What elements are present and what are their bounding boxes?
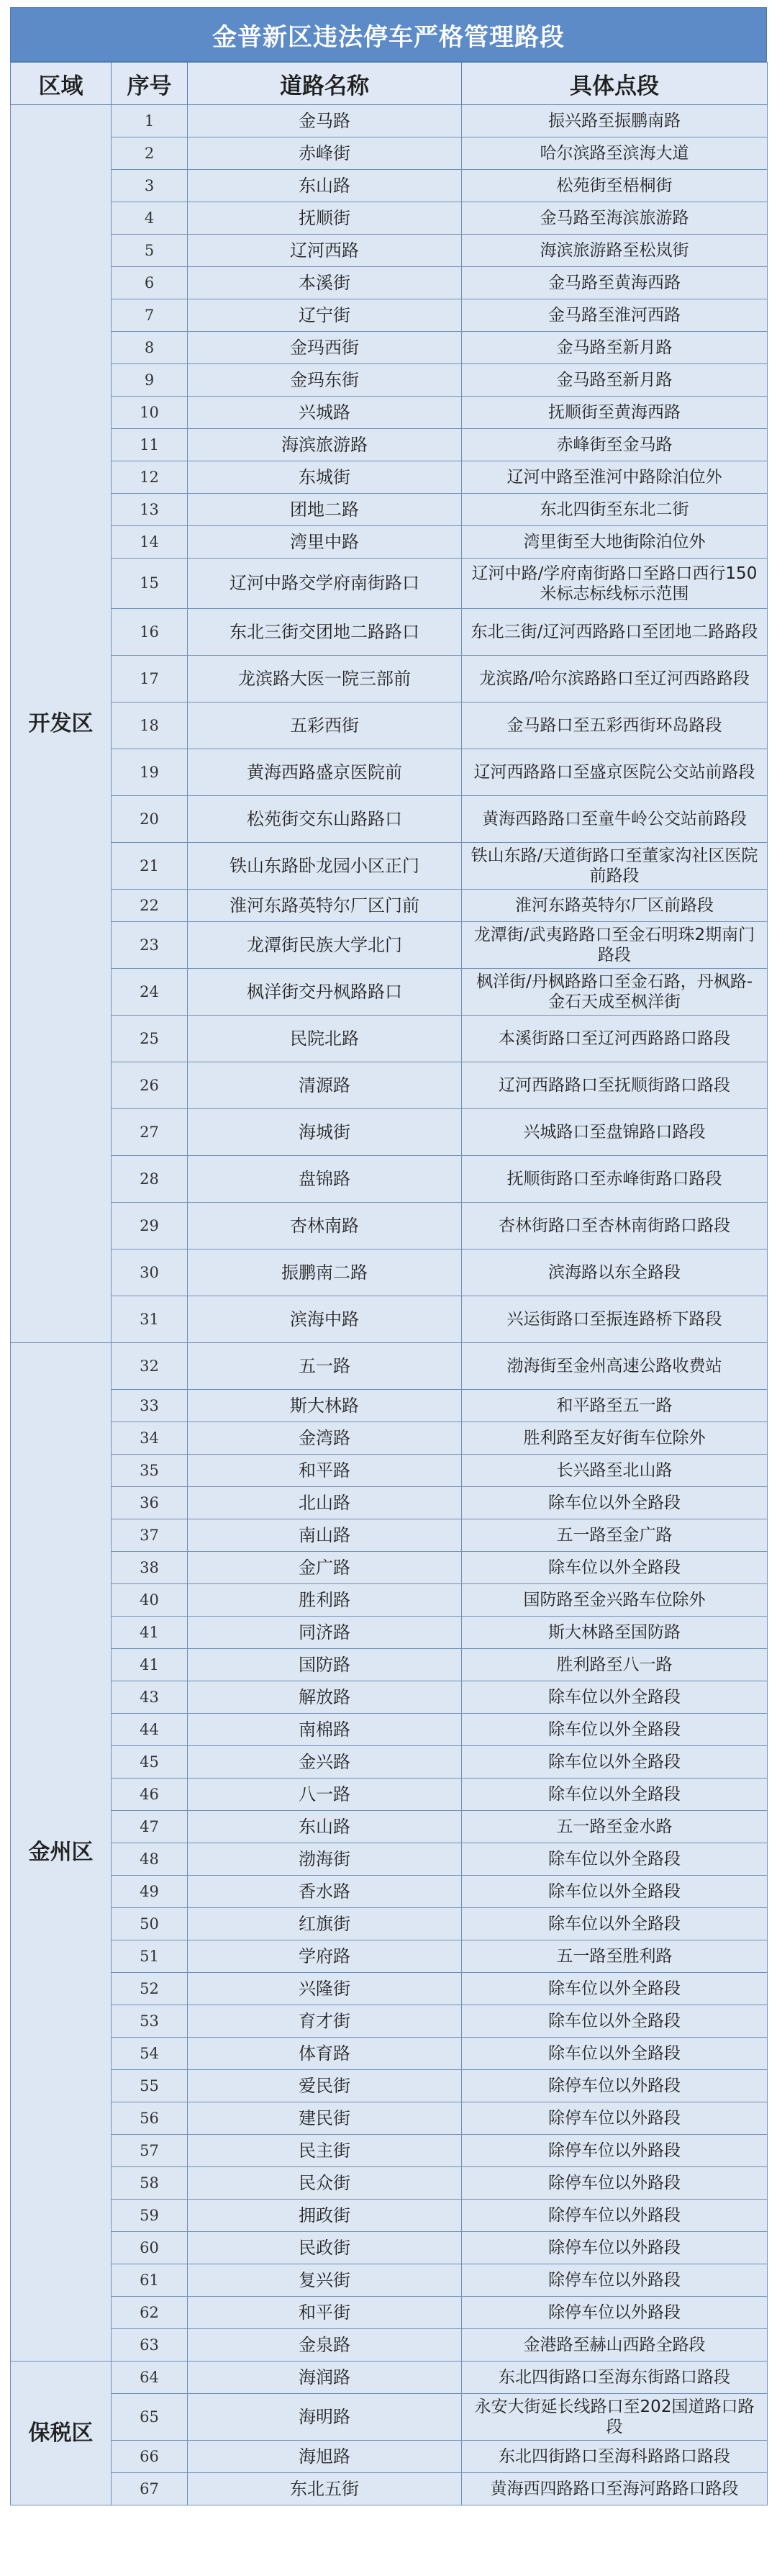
road-name: 国防路	[188, 1649, 462, 1681]
header-row	[11, 63, 768, 105]
road-segment: 东北四街至东北二街	[462, 494, 768, 526]
table-row	[11, 1487, 768, 1519]
table-row	[11, 461, 768, 494]
row-number: 2	[112, 137, 188, 170]
road-segment: 金马路至新月路	[462, 364, 768, 397]
road-segment: 除停车位以外路段	[462, 2297, 768, 2329]
road-name: 枫洋街交丹枫路路口	[188, 969, 462, 1016]
row-number: 51	[112, 1940, 188, 1973]
row-number: 49	[112, 1876, 188, 1908]
road-segment: 除车位以外全路段	[462, 2038, 768, 2070]
road-name: 海润路	[188, 2362, 462, 2394]
road-name: 海旭路	[188, 2441, 462, 2473]
table-row	[11, 922, 768, 969]
table-row	[11, 526, 768, 559]
road-segment: 和平路至五一路	[462, 1390, 768, 1422]
road-name: 育才街	[188, 2005, 462, 2038]
road-segment: 淮河东路英特尔厂区前路段	[462, 890, 768, 922]
row-number: 37	[112, 1519, 188, 1552]
table-row	[11, 1519, 768, 1552]
road-name: 湾里中路	[188, 526, 462, 559]
table-row	[11, 1455, 768, 1487]
row-number: 15	[112, 559, 188, 609]
road-name: 民众街	[188, 2167, 462, 2200]
row-number: 52	[112, 1973, 188, 2005]
road-name: 盘锦路	[188, 1156, 462, 1203]
road-name: 兴城路	[188, 397, 462, 429]
road-name: 南山路	[188, 1519, 462, 1552]
road-segment: 五一路至金水路	[462, 1811, 768, 1843]
road-segment: 东北四街路口至海科路路口路段	[462, 2441, 768, 2473]
road-segment: 胜利路至八一路	[462, 1649, 768, 1681]
road-segment: 除停车位以外路段	[462, 2167, 768, 2200]
table-row	[11, 1203, 768, 1249]
road-segment: 松苑街至梧桐街	[462, 170, 768, 202]
row-number: 34	[112, 1422, 188, 1455]
row-number: 28	[112, 1156, 188, 1203]
road-segment: 胜利路至友好街车位除外	[462, 1422, 768, 1455]
road-name: 兴隆街	[188, 1973, 462, 2005]
row-number: 45	[112, 1746, 188, 1779]
row-number: 61	[112, 2264, 188, 2297]
table-row	[11, 1296, 768, 1343]
table-container	[10, 7, 767, 2505]
road-name: 松苑街交东山路路口	[188, 796, 462, 843]
road-segment: 除停车位以外路段	[462, 2135, 768, 2167]
road-name: 金湾路	[188, 1422, 462, 1455]
table-row	[11, 890, 768, 922]
road-name: 金兴路	[188, 1746, 462, 1779]
table-row	[11, 656, 768, 702]
road-name: 东城街	[188, 461, 462, 494]
row-number: 40	[112, 1584, 188, 1617]
table-row	[11, 299, 768, 332]
table-row	[11, 2070, 768, 2102]
road-name: 和平路	[188, 1455, 462, 1487]
road-segment: 杏林街路口至杏林南街路口路段	[462, 1203, 768, 1249]
road-name: 解放路	[188, 1681, 462, 1714]
row-number: 32	[112, 1343, 188, 1390]
road-name: 八一路	[188, 1779, 462, 1811]
row-number: 10	[112, 397, 188, 429]
header-region: 区域	[11, 63, 112, 105]
road-name: 民政街	[188, 2232, 462, 2264]
road-segment: 长兴路至北山路	[462, 1455, 768, 1487]
road-segment: 除车位以外全路段	[462, 1487, 768, 1519]
table-row	[11, 1746, 768, 1779]
table-row	[11, 1343, 768, 1390]
table-row	[11, 969, 768, 1016]
table-row	[11, 2038, 768, 2070]
row-number: 46	[112, 1779, 188, 1811]
table-row	[11, 609, 768, 656]
row-number: 48	[112, 1843, 188, 1876]
row-number: 47	[112, 1811, 188, 1843]
road-segment: 除车位以外全路段	[462, 1908, 768, 1940]
road-segment: 除车位以外全路段	[462, 1681, 768, 1714]
table-row	[11, 267, 768, 299]
road-name: 黄海西路盛京医院前	[188, 749, 462, 796]
road-segment: 渤海街至金州高速公路收费站	[462, 1343, 768, 1390]
row-number: 63	[112, 2329, 188, 2362]
header-segment: 具体点段	[462, 63, 768, 105]
row-number: 59	[112, 2200, 188, 2232]
road-name: 本溪街	[188, 267, 462, 299]
road-name: 南棉路	[188, 1714, 462, 1746]
row-number: 6	[112, 267, 188, 299]
table-row	[11, 1908, 768, 1940]
row-number: 20	[112, 796, 188, 843]
road-table	[10, 62, 768, 2505]
region-cell: 保税区	[11, 2362, 112, 2505]
road-segment: 除车位以外全路段	[462, 1843, 768, 1876]
table-row	[11, 1779, 768, 1811]
road-segment: 辽河西路路口至抚顺街路口路段	[462, 1062, 768, 1109]
road-name: 拥政街	[188, 2200, 462, 2232]
row-number: 25	[112, 1016, 188, 1062]
road-name: 复兴街	[188, 2264, 462, 2297]
road-segment: 五一路至金广路	[462, 1519, 768, 1552]
road-name: 淮河东路英特尔厂区门前	[188, 890, 462, 922]
row-number: 30	[112, 1249, 188, 1296]
table-row	[11, 2362, 768, 2394]
road-name: 东北五街	[188, 2473, 462, 2505]
table-row	[11, 1016, 768, 1062]
table-row	[11, 1876, 768, 1908]
road-segment: 湾里街至大地街除泊位外	[462, 526, 768, 559]
row-number: 54	[112, 2038, 188, 2070]
header-number: 序号	[112, 63, 188, 105]
table-title: 金普新区违法停车严格管理路段	[10, 7, 767, 62]
road-name: 渤海街	[188, 1843, 462, 1876]
row-number: 57	[112, 2135, 188, 2167]
row-number: 23	[112, 922, 188, 969]
region-cell: 开发区	[11, 105, 112, 1343]
table-row	[11, 332, 768, 364]
row-number: 56	[112, 2102, 188, 2135]
row-number: 43	[112, 1681, 188, 1714]
row-number: 19	[112, 749, 188, 796]
table-row	[11, 1973, 768, 2005]
table-row	[11, 2232, 768, 2264]
road-name: 龙潭街民族大学北门	[188, 922, 462, 969]
road-name: 香水路	[188, 1876, 462, 1908]
road-name: 民主街	[188, 2135, 462, 2167]
row-number: 44	[112, 1714, 188, 1746]
table-row	[11, 702, 768, 749]
row-number: 35	[112, 1455, 188, 1487]
road-segment: 五一路至胜利路	[462, 1940, 768, 1973]
road-name: 金玛东街	[188, 364, 462, 397]
table-row	[11, 843, 768, 890]
road-segment: 金马路至海滨旅游路	[462, 202, 768, 235]
road-segment: 国防路至金兴路车位除外	[462, 1584, 768, 1617]
road-segment: 金港路至赫山西路全路段	[462, 2329, 768, 2362]
road-segment: 金马路口至五彩西街环岛路段	[462, 702, 768, 749]
road-name: 东山路	[188, 1811, 462, 1843]
road-name: 团地二路	[188, 494, 462, 526]
table-row	[11, 1714, 768, 1746]
road-segment: 除停车位以外路段	[462, 2232, 768, 2264]
table-row	[11, 2394, 768, 2441]
row-number: 31	[112, 1296, 188, 1343]
row-number: 26	[112, 1062, 188, 1109]
row-number: 24	[112, 969, 188, 1016]
table-row	[11, 749, 768, 796]
road-segment: 辽河西路路口至盛京医院公交站前路段	[462, 749, 768, 796]
table-row	[11, 202, 768, 235]
road-name: 振鹏南二路	[188, 1249, 462, 1296]
row-number: 36	[112, 1487, 188, 1519]
road-name: 民院北路	[188, 1016, 462, 1062]
table-row	[11, 2441, 768, 2473]
table-row	[11, 1156, 768, 1203]
road-name: 辽宁街	[188, 299, 462, 332]
table-row	[11, 2005, 768, 2038]
row-number: 8	[112, 332, 188, 364]
table-row	[11, 2167, 768, 2200]
row-number: 64	[112, 2362, 188, 2394]
table-row	[11, 2297, 768, 2329]
road-name: 杏林南路	[188, 1203, 462, 1249]
table-row	[11, 1062, 768, 1109]
road-name: 红旗街	[188, 1908, 462, 1940]
road-segment: 振兴路至振鹏南路	[462, 105, 768, 137]
road-name: 金泉路	[188, 2329, 462, 2362]
road-segment: 黄海西路路口至童牛岭公交站前路段	[462, 796, 768, 843]
road-segment: 除车位以外全路段	[462, 1876, 768, 1908]
road-name: 北山路	[188, 1487, 462, 1519]
road-name: 爱民街	[188, 2070, 462, 2102]
road-name: 铁山东路卧龙园小区正门	[188, 843, 462, 890]
table-row	[11, 559, 768, 609]
road-name: 抚顺街	[188, 202, 462, 235]
row-number: 21	[112, 843, 188, 890]
row-number: 67	[112, 2473, 188, 2505]
row-number: 3	[112, 170, 188, 202]
row-number: 66	[112, 2441, 188, 2473]
road-segment: 除停车位以外路段	[462, 2200, 768, 2232]
road-name: 东北三街交团地二路路口	[188, 609, 462, 656]
region-cell: 金州区	[11, 1343, 112, 2362]
table-row	[11, 1584, 768, 1617]
table-row	[11, 1109, 768, 1156]
table-row	[11, 1617, 768, 1649]
table-row	[11, 397, 768, 429]
road-name: 海滨旅游路	[188, 429, 462, 461]
road-segment: 枫洋街/丹枫路路口至金石路，丹枫路-金石天成至枫洋街	[462, 969, 768, 1016]
table-row	[11, 170, 768, 202]
road-name: 胜利路	[188, 1584, 462, 1617]
table-row	[11, 2329, 768, 2362]
road-segment: 除停车位以外路段	[462, 2070, 768, 2102]
table-row	[11, 1681, 768, 1714]
table-row	[11, 2473, 768, 2505]
row-number: 29	[112, 1203, 188, 1249]
row-number: 7	[112, 299, 188, 332]
road-segment: 金马路至黄海西路	[462, 267, 768, 299]
road-segment: 金马路至新月路	[462, 332, 768, 364]
road-segment: 辽河中路/学府南街路口至路口西行150米标志标线标示范围	[462, 559, 768, 609]
road-segment: 除车位以外全路段	[462, 2005, 768, 2038]
row-number: 11	[112, 429, 188, 461]
row-number: 1	[112, 105, 188, 137]
row-number: 27	[112, 1109, 188, 1156]
table-row	[11, 235, 768, 267]
row-number: 18	[112, 702, 188, 749]
table-row	[11, 364, 768, 397]
table-row	[11, 105, 768, 137]
road-segment: 辽河中路至淮河中路除泊位外	[462, 461, 768, 494]
road-name: 金广路	[188, 1552, 462, 1584]
road-name: 金玛西街	[188, 332, 462, 364]
road-segment: 兴城路口至盘锦路口路段	[462, 1109, 768, 1156]
table-row	[11, 1811, 768, 1843]
road-name: 五一路	[188, 1343, 462, 1390]
road-segment: 哈尔滨路至滨海大道	[462, 137, 768, 170]
road-name: 五彩西街	[188, 702, 462, 749]
road-name: 赤峰街	[188, 137, 462, 170]
row-number: 50	[112, 1908, 188, 1940]
road-name: 辽河中路交学府南街路口	[188, 559, 462, 609]
row-number: 33	[112, 1390, 188, 1422]
road-segment: 除停车位以外路段	[462, 2264, 768, 2297]
table-row	[11, 2135, 768, 2167]
table-row	[11, 2102, 768, 2135]
road-segment: 除车位以外全路段	[462, 1714, 768, 1746]
table-row	[11, 1552, 768, 1584]
road-segment: 斯大林路至国防路	[462, 1617, 768, 1649]
road-name: 体育路	[188, 2038, 462, 2070]
road-segment: 龙潭街/武夷路路口至金石明珠2期南门路段	[462, 922, 768, 969]
road-segment: 铁山东路/天道街路口至董家沟社区医院前路段	[462, 843, 768, 890]
road-segment: 除停车位以外路段	[462, 2102, 768, 2135]
road-segment: 本溪街路口至辽河西路路口路段	[462, 1016, 768, 1062]
table-body	[11, 105, 768, 2505]
row-number: 22	[112, 890, 188, 922]
row-number: 41	[112, 1617, 188, 1649]
row-number: 14	[112, 526, 188, 559]
road-segment: 除车位以外全路段	[462, 1779, 768, 1811]
row-number: 58	[112, 2167, 188, 2200]
road-name: 海明路	[188, 2394, 462, 2441]
header-road: 道路名称	[188, 63, 462, 105]
road-name: 建民街	[188, 2102, 462, 2135]
road-name: 海城街	[188, 1109, 462, 1156]
table-row	[11, 796, 768, 843]
road-segment: 除车位以外全路段	[462, 1746, 768, 1779]
table-row	[11, 137, 768, 170]
road-name: 学府路	[188, 1940, 462, 1973]
road-name: 龙滨路大医一院三部前	[188, 656, 462, 702]
road-segment: 兴运街路口至振连路桥下路段	[462, 1296, 768, 1343]
road-segment: 金马路至淮河西路	[462, 299, 768, 332]
road-segment: 抚顺街至黄海西路	[462, 397, 768, 429]
row-number: 12	[112, 461, 188, 494]
table-row	[11, 1843, 768, 1876]
road-name: 和平街	[188, 2297, 462, 2329]
table-row	[11, 1649, 768, 1681]
road-name: 辽河西路	[188, 235, 462, 267]
table-row	[11, 2264, 768, 2297]
row-number: 4	[112, 202, 188, 235]
table-row	[11, 1249, 768, 1296]
road-name: 清源路	[188, 1062, 462, 1109]
road-name: 金马路	[188, 105, 462, 137]
table-row	[11, 2200, 768, 2232]
road-segment: 黄海西四路路口至海河路路口路段	[462, 2473, 768, 2505]
road-name: 东山路	[188, 170, 462, 202]
table-row	[11, 429, 768, 461]
road-name: 滨海中路	[188, 1296, 462, 1343]
row-number: 62	[112, 2297, 188, 2329]
row-number: 13	[112, 494, 188, 526]
table-row	[11, 1940, 768, 1973]
road-segment: 海滨旅游路至松岚街	[462, 235, 768, 267]
row-number: 65	[112, 2394, 188, 2441]
row-number: 55	[112, 2070, 188, 2102]
table-row	[11, 1390, 768, 1422]
road-segment: 赤峰街至金马路	[462, 429, 768, 461]
row-number: 5	[112, 235, 188, 267]
row-number: 38	[112, 1552, 188, 1584]
row-number: 41	[112, 1649, 188, 1681]
table-row	[11, 1422, 768, 1455]
road-segment: 滨海路以东全路段	[462, 1249, 768, 1296]
row-number: 17	[112, 656, 188, 702]
road-name: 斯大林路	[188, 1390, 462, 1422]
road-segment: 抚顺街路口至赤峰街路口路段	[462, 1156, 768, 1203]
row-number: 16	[112, 609, 188, 656]
road-segment: 除车位以外全路段	[462, 1973, 768, 2005]
road-segment: 东北三街/辽河西路路口至团地二路路段	[462, 609, 768, 656]
road-name: 同济路	[188, 1617, 462, 1649]
road-segment: 永安大街延长线路口至202国道路口路段	[462, 2394, 768, 2441]
row-number: 9	[112, 364, 188, 397]
road-segment: 东北四街路口至海东街路口路段	[462, 2362, 768, 2394]
road-segment: 龙滨路/哈尔滨路路口至辽河西路路段	[462, 656, 768, 702]
road-segment: 除车位以外全路段	[462, 1552, 768, 1584]
row-number: 53	[112, 2005, 188, 2038]
row-number: 60	[112, 2232, 188, 2264]
table-row	[11, 494, 768, 526]
